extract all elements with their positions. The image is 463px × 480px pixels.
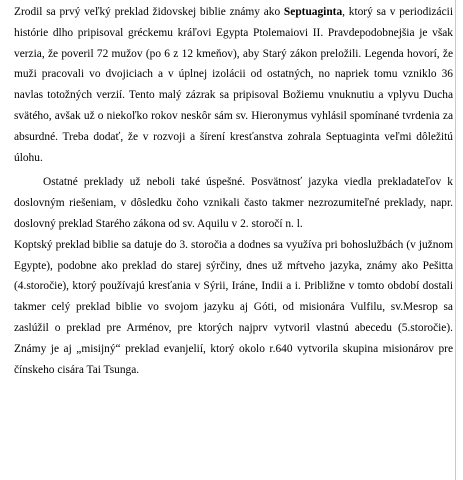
septuaginta-bold-term: Septuaginta	[283, 6, 343, 18]
paragraph-other-translations	[14, 172, 453, 234]
paragraph-text: Koptský preklad biblie sa datuje do 3. storočia a dodnes sa využíva pri bohoslužbách (v južnom Egypte), podobne ako preklad do starej sýrčiny, dnes už mŕtveho jazyka, známy ako Pešitta (4.storočie), ktorý používajú kresťania v Sýrii, Iráne, Indii a i. Približne v tomto období dostali takmer celý preklad biblie vo svojom jazyku aj Góti, od misionára Vulfilu, sv.Mesrop sa zaslúžil o preklad pre Arménov, pre ktorých najprv vytvoril vlastnú abecedu (5.storočie). Známy je aj „misijný“ preklad evanjelií, ktorý okolo r.640 vytvorila skupina misionárov pre čínskeho cisára Tai Tsunga.	[14, 238, 453, 376]
paragraph-text: Ostatné preklady už neboli také úspešné. Posvätnosť jazyka viedla prekladateľov k doslovným riešeniam, v dôsledku čoho vznikali často takmer nezrozumiteľné preklady, napr. doslovný preklad Starého zákona od sv. Aquilu v 2. storočí n. l.	[14, 176, 453, 230]
paragraph-septuaginta	[14, 2, 453, 168]
paragraph-coptic-translation	[14, 235, 453, 381]
paragraph-text: Zrodil sa prvý veľký preklad židovskej biblie známy ako	[14, 6, 284, 18]
paragraph-text: , ktorý sa v periodizácii histórie dlho pripisoval gréckemu kráľovi Egypta Ptolemaiovi II. Pravdepodobnejšia je však verzia, že poveril 72 mužov (po 6 z 12 kmeňov), aby Starý zákon preložili. Legenda hovorí, že muži pracovali vo dvojiciach a v úplnej izolácii od ostatných, no napriek tomu vzniklo 36 navlas totožných verzií. Tento malý zázrak sa pripisoval Božiemu vnuknutiu a vplyvu Ducha svätého, avšak už o niekoľko rokov neskôr sám sv. Hieronymus vyhlásil spomínané tvrdenia za absurdné. Treba dodať, že v rozvoji a šírení kresťanstva zohrala Septuaginta veľmi dôležitú úlohu.	[14, 6, 453, 164]
page-edge-line	[455, 0, 456, 480]
